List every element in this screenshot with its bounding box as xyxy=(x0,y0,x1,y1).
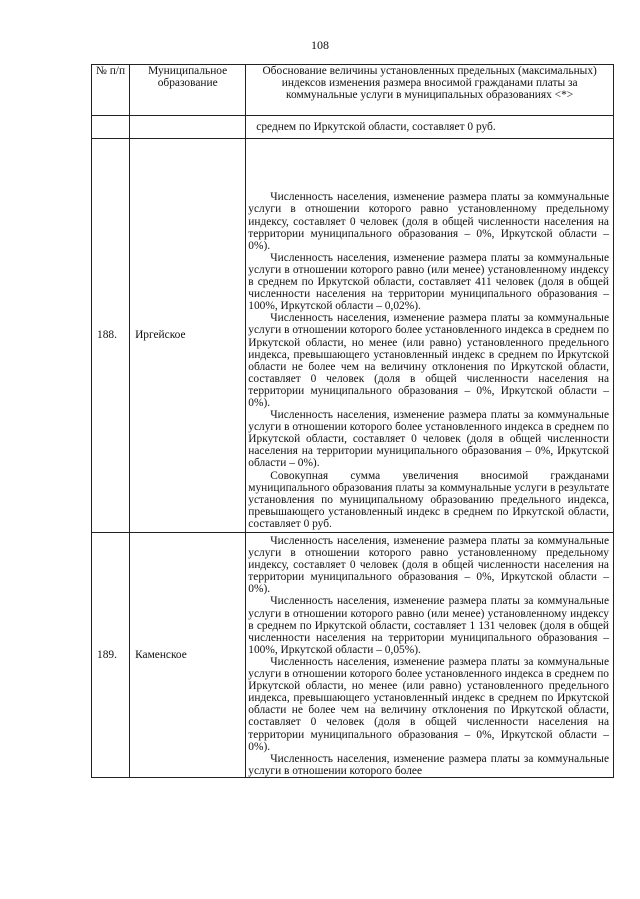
table-header-row xyxy=(92,65,614,116)
municipality-name: Иргейское xyxy=(130,139,246,533)
header-justification: Обоснование величины установленных предельных (максимальных) индексов изменения размера вносимой гражданами платы за коммунальные услуги в муниципальных образованиях <*> xyxy=(246,65,614,116)
paragraph: Численность населения, изменение размера платы за коммунальные услуги в отношении которого равно (или менее) установленному индексу в среднем по Иркутской области, составляет 411 человек (доля в общей численности населения на территории муниципального образования – 100%, Иркутской области – 0,02%). xyxy=(248,251,609,313)
table-row xyxy=(92,533,614,778)
justification-cell xyxy=(246,139,614,533)
header-number: № п/п xyxy=(92,65,130,116)
paragraph: Численность населения, изменение размера платы за коммунальные услуги в отношении которого равно установленному предельному индексу, составляет 0 человек (доля в общей численности населения на территории муниципального образования – 0%, Иркутской области – 0%). xyxy=(248,191,609,252)
continuation-row xyxy=(92,116,614,139)
paragraph: Численность населения, изменение размера платы за коммунальные услуги в отношении которого более установленного индекса в среднем по Иркутской области, составляет 0 человек (доля в общей численности населения на территории муниципального образования – 0%, Иркутской области – 0%). xyxy=(248,409,609,470)
paragraph: Численность населения, изменение размера платы за коммунальные услуги в отношении которого более установленного индекса в среднем по Иркутской области, но менее (или равно) установленного предельного индекса, превышающего установленный индекс в среднем по Иркутской области не более чем на величину отклонения по Иркутской области, составляет 0 человек (доля в общей численности населения на территории муниципального образования – 0%, Иркутской области – 0%). xyxy=(248,312,609,409)
table-row xyxy=(92,139,614,533)
paragraph: Совокупная сумма увеличения вносимой гражданами муниципального образования платы за коммунальные услуги в результате установления по муниципальному образованию предельного индекса, превышающего установленный индекс в среднем по Иркутской области, составляет 0 руб. xyxy=(248,469,609,530)
header-municipality: Муниципальное образование xyxy=(130,65,246,116)
paragraph: Численность населения, изменение размера платы за коммунальные услуги в отношении которого равно (или менее) установленному индексу в среднем по Иркутской области, составляет 1 131 человек (доля в общей численности населения на территории муниципального образования – 100%, Иркутской области – 0,05%). xyxy=(248,595,609,656)
page-number: 108 xyxy=(311,38,329,52)
continuation-text: среднем по Иркутской области, составляет 0 руб. xyxy=(256,121,496,133)
municipality-name: Каменское xyxy=(130,533,246,778)
paragraph: Численность населения, изменение размера платы за коммунальные услуги в отношении которого более xyxy=(248,752,609,777)
paragraph: Численность населения, изменение размера платы за коммунальные услуги в отношении которого равно установленному предельному индексу, составляет 0 человек (доля в общей численности населения на территории муниципального образования – 0%, Иркутской области – 0%). xyxy=(248,535,609,596)
paragraph: Численность населения, изменение размера платы за коммунальные услуги в отношении которого более установленного индекса в среднем по Иркутской области, но менее (или равно) установленного предельного индекса, превышающего установленный индекс в среднем по Иркутской области не более чем на величину отклонения по Иркутской области, составляет 0 человек (доля в общей численности населения на территории муниципального образования – 0%, Иркутской области – 0%). xyxy=(248,655,609,753)
index-justification-table xyxy=(91,64,614,778)
justification-cell xyxy=(246,533,614,778)
row-number: 188. xyxy=(92,139,130,533)
row-number: 189. xyxy=(92,533,130,778)
